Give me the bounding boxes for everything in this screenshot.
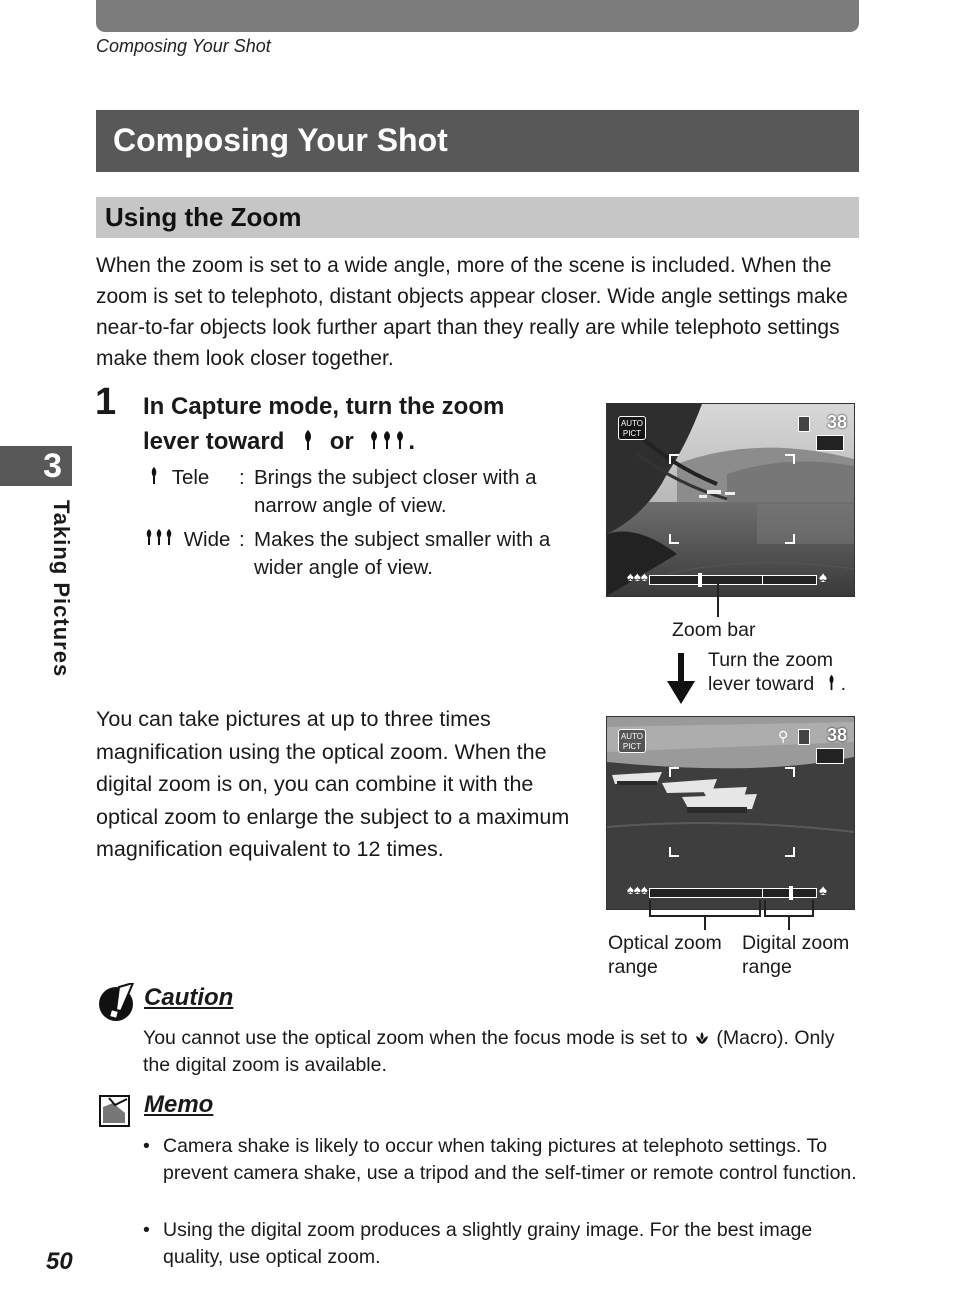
tele-icon	[826, 674, 837, 691]
focus-frame-corner	[669, 534, 679, 544]
tele-icon	[301, 429, 315, 451]
zoom-bar	[649, 575, 817, 585]
header-bar	[96, 0, 859, 32]
tele-end-icon: ♠	[819, 882, 827, 899]
zoom-bar-callout-line	[717, 580, 719, 617]
zoom-bar	[649, 888, 817, 898]
battery-icon	[816, 435, 844, 451]
lcd-screenshot-wide	[606, 403, 855, 597]
tele-definition-label	[148, 464, 209, 492]
focus-frame-corner	[669, 847, 679, 857]
intro-paragraph: When the zoom is set to a wide angle, more of the scene is included. When the zoom is set to telephoto, distant objects appear closer. Wide angle settings make near-to-far objects look further apart than they really are while telephoto settings make them look closer together.	[96, 254, 848, 370]
memo-title: Memo	[144, 1091, 214, 1118]
wide-definition-label	[144, 526, 230, 554]
memory-card-icon	[798, 416, 810, 432]
optical-zoom-range-caption: Optical zoom range	[608, 932, 722, 978]
macro-icon	[695, 1030, 709, 1046]
tele-end-icon: ♠	[819, 569, 827, 586]
section-title: Composing Your Shot	[96, 110, 859, 172]
bullet-dot: •	[143, 1219, 150, 1241]
tele-icon	[148, 466, 160, 485]
zoom-bar-caption: Zoom bar	[672, 619, 756, 641]
chapter-number-tab: 3	[0, 446, 72, 486]
chapter-label: Taking Pictures	[49, 500, 74, 678]
bullet-dot: •	[143, 1135, 150, 1157]
wide-end-icon: ♠♠♠	[627, 569, 648, 584]
memo-bullet-1: Camera shake is likely to occur when taking pictures at telephoto settings. To prevent camera shake, use a tripod and the self-timer or remote control function.	[163, 1135, 857, 1184]
memo-icon	[99, 1095, 131, 1127]
step-title-line1: In Capture mode, turn the zoom	[143, 393, 505, 420]
running-title: Composing Your Shot	[96, 36, 271, 56]
memory-card-icon	[798, 729, 810, 745]
memo-bullet-2: Using the digital zoom produces a slightly grainy image. For the best image quality, use optical zoom.	[163, 1219, 813, 1268]
zoom-paragraph: You can take pictures at up to three times magnification using the optical zoom. When the digital zoom is on, you can combine it with the optical zoom to enlarge the subject to a maximum magnification equivalent to 12 times.	[96, 707, 570, 861]
step-number: 1	[95, 381, 117, 423]
wide-icon	[144, 528, 174, 547]
zoom-range-brackets	[648, 898, 818, 932]
wide-colon: :	[239, 528, 245, 551]
step-title-or: or	[329, 428, 354, 455]
wide-icon	[368, 429, 408, 451]
wide-label: Wide	[183, 528, 231, 551]
digital-zoom-icon: ⚲	[778, 728, 789, 744]
focus-frame-corner	[785, 454, 795, 464]
step-title	[143, 389, 593, 459]
step-title-text: lever toward	[143, 428, 285, 455]
auto-picture-mode-icon: AUTO PICT	[618, 729, 646, 753]
caution-title: Caution	[144, 984, 234, 1011]
tele-label: Tele	[171, 466, 210, 489]
focus-frame-corner	[669, 767, 679, 777]
battery-icon	[816, 748, 844, 764]
down-arrow-icon	[667, 653, 695, 705]
zoom-position-marker	[698, 573, 702, 587]
section-subtitle: Using the Zoom	[96, 197, 859, 238]
tele-description: Brings the subject closer with a narrow angle of view.	[254, 466, 537, 517]
caution-icon	[97, 983, 137, 1023]
wide-description: Makes the subject smaller with a wider angle of view.	[254, 528, 551, 579]
focus-frame-corner	[785, 767, 795, 777]
digital-zoom-range-caption: Digital zoom range	[742, 932, 850, 978]
auto-picture-mode-icon: AUTO PICT	[618, 416, 646, 440]
lcd-screenshot-tele	[606, 716, 855, 910]
shots-remaining: 38	[827, 412, 848, 432]
shots-remaining: 38	[827, 725, 848, 745]
focus-frame-corner	[785, 847, 795, 857]
page-number: 50	[46, 1248, 73, 1275]
focus-frame-corner	[785, 534, 795, 544]
focus-frame-corner	[669, 454, 679, 464]
arrow-caption: Turn the zoom lever toward .	[708, 649, 847, 695]
caution-text: You cannot use the optical zoom when the focus mode is set to (Macro). Only the digital zoom is available.	[143, 1027, 835, 1076]
step-title-line2: lever toward or .	[143, 428, 416, 455]
wide-end-icon: ♠♠♠	[627, 882, 648, 897]
tele-colon: :	[239, 466, 245, 489]
